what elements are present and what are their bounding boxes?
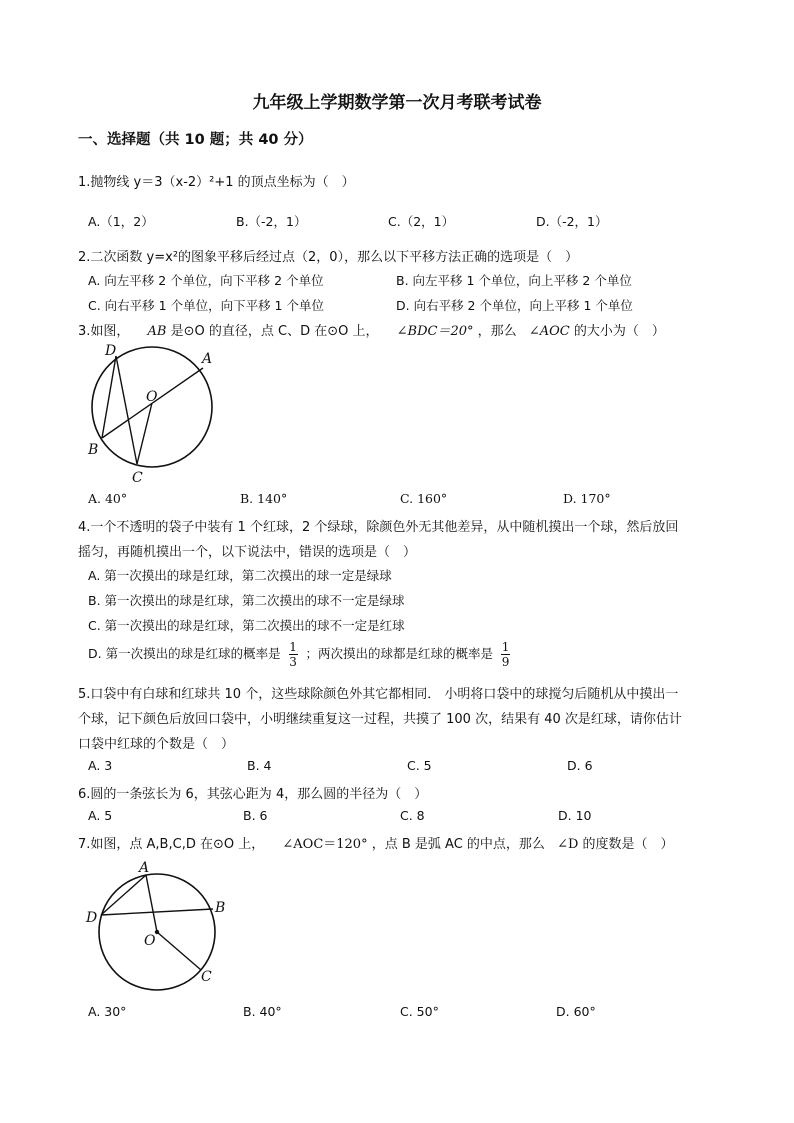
question-2-option-b[interactable]: B. 向左平移 1 个单位，向上平移 2 个单位 [396, 273, 632, 288]
question-6-option-d[interactable]: D. 10 [558, 808, 592, 823]
question-4-option-d-mid: ；两次摸出的球都是红球的概率是 [305, 646, 494, 661]
question-7-stem-mid: ，点 B 是弧 AC 的中点，那么 [371, 837, 545, 852]
question-7-stem [78, 833, 674, 852]
fraction-one-ninth [501, 641, 510, 668]
question-7-stem-end: 的度数是（ ） [582, 837, 674, 852]
question-5-stem-line-3: 口袋中红球的个数是（ ） [78, 737, 235, 752]
question-3-angle2: ∠AOC [528, 324, 570, 339]
question-6-option-b[interactable]: B. 6 [243, 808, 268, 823]
fraction-one-ninth-denominator: 9 [501, 655, 510, 669]
question-3-label-o: O [146, 389, 158, 405]
question-7-option-a[interactable]: A. 30° [88, 1004, 127, 1019]
fraction-one-third [289, 641, 298, 668]
question-7-option-d[interactable]: D. 60° [556, 1004, 596, 1019]
question-3-label-b: B [88, 442, 99, 458]
question-4-option-d-prefix: D. 第一次摸出的球是红球的概率是 [88, 646, 281, 661]
question-4-option-d[interactable] [88, 641, 514, 668]
question-3-stem [78, 320, 665, 339]
question-3-option-b[interactable]: B. 140° [240, 491, 288, 506]
question-3-label-a: A [202, 351, 213, 367]
question-1-stem: 1.抛物线 y＝3（x-2）²+1 的顶点坐标为（ ） [78, 175, 355, 190]
question-3-option-c[interactable]: C. 160° [400, 491, 448, 506]
question-1-option-a[interactable]: A.（1，2） [88, 214, 154, 229]
question-4-stem-line-1: 4.一个不透明的袋子中装有 1 个红球，2 个绿球，除颜色外无其他差异，从中随机摸出一个球，然后放回 [78, 520, 679, 535]
question-3-stem-prefix: 3.如图， [78, 324, 130, 339]
question-1-option-d[interactable]: D.（-2，1） [536, 214, 608, 229]
question-3-angle: ∠BDC＝20° [396, 324, 474, 339]
page-title: 九年级上学期数学第一次月考联考试卷 [252, 93, 542, 113]
question-3-chord-db [102, 356, 116, 438]
fraction-one-third-denominator: 3 [289, 655, 297, 669]
question-7-radius-oa [146, 875, 157, 932]
question-7-label-d: D [86, 910, 98, 926]
question-3-label-d: D [105, 343, 117, 359]
question-6-stem: 6.圆的一条弦长为 6，其弦心距为 4，那么圆的半径为（ ） [78, 787, 428, 802]
question-7-figure [80, 855, 240, 995]
question-6-option-c[interactable]: C. 8 [400, 808, 425, 823]
question-5-option-a[interactable]: A. 3 [88, 758, 113, 773]
question-1-option-c[interactable]: C.（2，1） [388, 214, 455, 229]
question-3-label-c: C [132, 470, 143, 486]
question-2-option-a[interactable]: A. 向左平移 2 个单位，向下平移 2 个单位 [88, 273, 324, 288]
question-7-option-b[interactable]: B. 40° [243, 1004, 282, 1019]
question-7-label-a: A [139, 860, 150, 876]
question-7-stem-prefix: 7.如图，点 A,B,C,D 在⊙O 上， [78, 837, 265, 852]
question-7-option-c[interactable]: C. 50° [400, 1004, 439, 1019]
question-5-stem-line-1: 5.口袋中有白球和红球共 10 个，这些球除颜色外其它都相同． 小明将口袋中的球搅匀后随机从中摸出一 [78, 687, 679, 702]
question-5-option-b[interactable]: B. 4 [247, 758, 272, 773]
question-3-figure [80, 340, 230, 490]
question-7-label-o: O [144, 933, 156, 949]
question-5-option-d[interactable]: D. 6 [567, 758, 593, 773]
question-2-option-d[interactable]: D. 向右平移 2 个单位，向上平移 1 个单位 [396, 298, 633, 313]
question-2-option-c[interactable]: C. 向右平移 1 个单位，向下平移 1 个单位 [88, 298, 324, 313]
question-3-stem-end: 的大小为（ ） [573, 324, 665, 339]
fraction-one-ninth-numerator: 1 [501, 640, 510, 654]
question-7-angle: ∠AOC＝120° [282, 837, 368, 852]
question-3-option-a[interactable]: A. 40° [88, 491, 128, 506]
fraction-one-third-numerator: 1 [289, 640, 297, 654]
question-4-option-c[interactable]: C. 第一次摸出的球是红球，第二次摸出的球不一定是红球 [88, 618, 405, 633]
question-5-option-c[interactable]: C. 5 [407, 758, 432, 773]
question-3-stem-mid2: ，那么 [477, 324, 517, 339]
question-3-circle [92, 347, 212, 467]
question-3-stem-mid: 是⊙O 的直径，点 C、D 在⊙O 上， [170, 324, 379, 339]
question-7-angle2: ∠D [557, 837, 579, 852]
question-4-stem-line-2: 摇匀，再随机摸出一个，以下说法中，错误的选项是（ ） [78, 545, 417, 560]
question-7-chord-da [101, 875, 146, 915]
question-3-option-d[interactable]: D. 170° [563, 491, 611, 506]
question-7-chord-db [101, 909, 213, 915]
question-2-stem: 2.二次函数 y=x²的图象平移后经过点（2，0），那么以下平移方法正确的选项是（ ） [78, 250, 579, 265]
question-7-label-b: B [215, 900, 226, 916]
question-7-label-c: C [201, 969, 212, 985]
question-4-option-a[interactable]: A. 第一次摸出的球是红球，第二次摸出的球一定是绿球 [88, 568, 392, 583]
question-3-ab: AB [147, 324, 167, 339]
section-heading: 一、选择题（共 10 题；共 40 分） [78, 132, 313, 148]
question-1-option-b[interactable]: B.（-2，1） [236, 214, 307, 229]
question-4-option-b[interactable]: B. 第一次摸出的球是红球，第二次摸出的球不一定是绿球 [88, 593, 405, 608]
question-5-stem-line-2: 个球，记下颜色后放回口袋中，小明继续重复这一过程，共摸了 100 次，结果有 40 次是红球，请你估计 [78, 712, 682, 727]
question-3-chord-dc [116, 356, 137, 464]
question-7-radius-oc [157, 932, 201, 970]
question-6-option-a[interactable]: A. 5 [88, 808, 113, 823]
